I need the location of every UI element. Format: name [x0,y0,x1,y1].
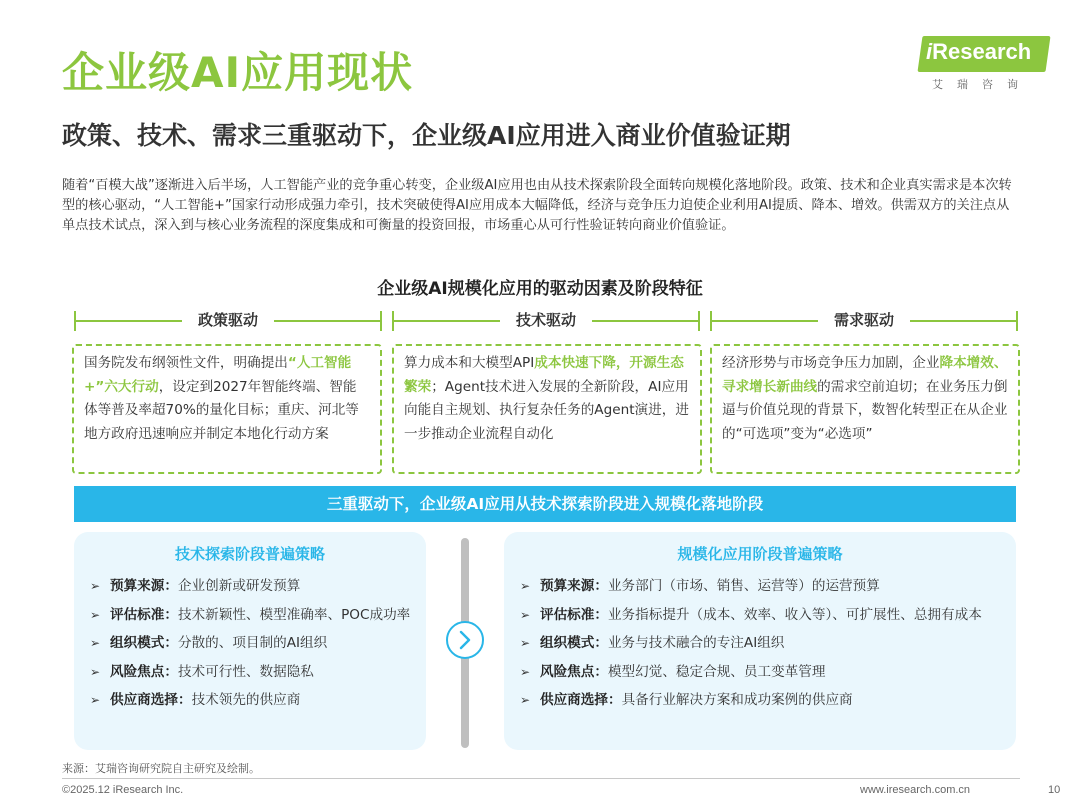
driver-label: 技术驱动 [500,309,592,330]
driver-highlight: 成本快速下降，开源生态繁荣 [404,355,684,395]
chevron-right-icon: ➢ [520,579,531,593]
list-item: ➢ 组织模式：分散的、项目制的AI组织 [90,629,414,658]
chevron-right-circle-icon [446,621,484,659]
page-subtitle: 政策、技术、需求三重驱动下，企业级AI应用进入商业价值验证期 [62,121,791,150]
iresearch-logo [918,36,1050,96]
driver-header-policy [72,306,384,336]
logo-cn-name: 艾瑞咨询 [932,78,1032,91]
driver-box-tech: 算力成本和大模型API成本快速下降，开源生态繁荣；Agent技术进入发展的全新阶段，AI应用向能自主规划、执行复杂任务的Agent演进，进一步推动企业流程自动化 [392,344,702,474]
copyright: ©2025.12 iResearch Inc. [62,784,184,796]
chevron-right-icon: ➢ [90,636,101,650]
page-number: 10 [1048,784,1061,796]
panel-tech-exploration [74,532,426,750]
panel-title: 规模化应用阶段普遍策略 [677,545,843,563]
list-item: ➢ 风险焦点：技术可行性、数据隐私 [90,658,414,687]
chevron-right-icon: ➢ [90,579,101,593]
driver-label: 政策驱动 [182,309,274,330]
driver-header-demand [708,306,1020,336]
panel-title: 技术探索阶段普遍策略 [174,545,325,563]
driver-box-policy: 国务院发布纲领性文件，明确提出“人工智能+”六大行动，设定到2027年智能终端、智能体等普及率超70%的量化目标；重庆、河北等地方政府迅速响应并制定本地化行动方案 [72,344,382,474]
chevron-right-icon: ➢ [520,664,531,679]
stage-transition-banner: 三重驱动下，企业级AI应用从技术探索阶段进入规模化落地阶段 [74,486,1016,522]
chevron-right-icon: ➢ [520,693,531,707]
list-item: ➢ 风险焦点：模型幻觉、稳定合规、员工变革管理 [520,658,1004,687]
source-note: 来源：艾瑞咨询研究院自主研究及绘制。 [62,762,260,775]
logo-wordmark: iResearch [926,39,1032,64]
chevron-right-icon: ➢ [520,607,531,622]
footer-divider [62,778,1020,779]
list-item: ➢ 评估标准：技术新颖性、模型准确率、POC成功率 [90,601,414,630]
panel-scaled-application [504,532,1016,750]
driver-box-demand: 经济形势与市场竞争压力加剧，企业降本增效、寻求增长新曲线的需求空前迫切；在业务压力倒逼与价值兑现的背景下，数智化转型正在从企业的“可选项”变为“必选项” [710,344,1020,474]
chevron-right-icon: ➢ [90,693,101,707]
list-item: ➢ 预算来源：企业创新或研发预算 [90,572,414,601]
intro-paragraph: 随着“百模大战”逐渐进入后半场，人工智能产业的竞争重心转变，企业级AI应用也由从技术探索阶段全面转向规模化落地阶段。政策、技术和企业真实需求是本次转型的核心驱动，“人工智能+”国家行动形成强力牵引，技术突破使得AI应用成本大幅降低，经济与竞争压力迫使企业利用AI提质、降本、增效。供需双方的关注点从单点技术试点，深入到与核心业务流程的深度集成和可衡量的投资回报，市场重心从可行性验证转向商业价值验证。 [62,178,1012,233]
list-item: ➢ 供应商选择：具备行业解决方案和成功案例的供应商 [520,686,1004,715]
driver-header-tech [390,306,702,336]
chevron-right-icon: ➢ [90,664,101,679]
page-title: 企业级AI应用现状 [62,48,414,97]
driver-label: 需求驱动 [818,309,910,330]
list-item: ➢ 组织模式：业务与技术融合的专注AI组织 [520,629,1004,658]
list-item: ➢ 供应商选择：技术领先的供应商 [90,686,414,715]
driver-highlight: 降本增效、寻求增长新曲线 [722,355,1008,395]
diagram-title: 企业级AI规模化应用的驱动因素及阶段特征 [377,279,703,299]
chevron-right-icon: ➢ [520,636,531,650]
list-item: ➢ 预算来源：业务部门（市场、销售、运营等）的运营预算 [520,572,1004,601]
chevron-right-icon: ➢ [90,607,101,622]
website-link[interactable]: www.iresearch.com.cn [860,784,971,796]
list-item: ➢ 评估标准：业务指标提升（成本、效率、收入等）、可扩展性、总拥有成本 [520,601,1004,630]
driver-highlight: “人工智能+”六大行动 [84,355,352,395]
